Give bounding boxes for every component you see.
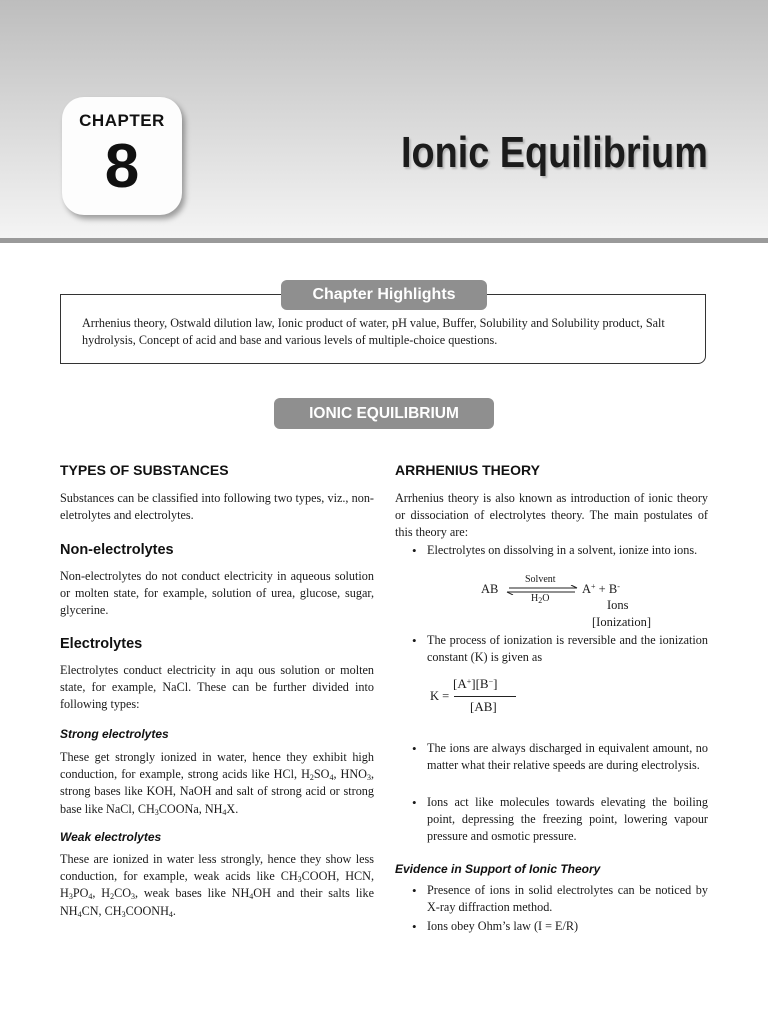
equation-solvent: Solvent (525, 574, 556, 585)
bullet-xray: • Presence of ions in solid electrolytes can be noticed by X-ray diffraction method. (409, 882, 708, 916)
bullet-ionize: • Electrolytes on dissolving in a solvent, ionize into ions. (409, 542, 708, 559)
chapter-badge (62, 97, 182, 215)
chapter-title: Ionic Equilibrium (401, 128, 708, 177)
equation-rhs: A+ + B- (582, 582, 620, 596)
k-numerator: [A+][B−] (453, 676, 498, 691)
bullet-reversible: • The process of ionization is reversible and the ionization constant (K) is given as (409, 632, 708, 666)
equation-lhs: AB (481, 582, 499, 596)
bullet-ohm: • Ions obey Ohm’s law (I = E/R) (409, 918, 708, 935)
types-heading: TYPES OF SUBSTANCES (60, 462, 229, 478)
k-lhs: K = (430, 689, 450, 703)
chapter-number: 8 (104, 132, 140, 201)
nonelectrolytes-heading: Non-electrolytes (60, 542, 174, 558)
bullet-equivalent: • The ions are always discharged in equivalent amount, no matter what their relative speeds are during electrolysis. (409, 740, 708, 774)
equation-ions-label: Ions (607, 598, 629, 612)
highlights-text: Arrhenius theory, Ostwald dilution law, Ionic product of water, pH value, Buffer, Solubility and Solubility product, Salt hydrolysis, Concept of acid and base and various levels of multiple-choice questions. (82, 316, 665, 347)
bullet-colligative: • Ions act like molecules towards elevating the boiling point, depressing the freezing point, lowering vapour pressure and osmotic pressure. (409, 794, 708, 846)
nonelectrolytes-text: Non-electrolytes do not conduct electricity in aqueous solution or molten state, for example, solution of urea, glucose, sugar, glycerine. (60, 569, 374, 618)
k-denominator: [AB] (470, 699, 497, 714)
header-rule (0, 238, 768, 243)
types-text: Substances can be classified into following two types, viz., non-eletrolytes and electrolytes. (60, 491, 374, 523)
arrhenius-text: Arrhenius theory is also known as introduction of ionic theory or dissociation of electrolytes theory. The main postulates of this theory are: (395, 491, 708, 540)
weak-electrolytes-heading: Weak electrolytes (60, 830, 162, 844)
k-fraction-bar (454, 696, 516, 697)
arrhenius-heading: ARRHENIUS THEORY (395, 462, 540, 478)
weak-electrolytes-text: These are ionized in water less strongly, hence they show less conduction, for example, weak acids like $CH_3COOH$, HCN, $H_3PO_4$, $H_2CO_3$, weak bases like $NH_4OH$ and their salts like $NH_4CN$, $CH_3COONH_4$. (60, 852, 375, 919)
electrolytes-heading: Electrolytes (60, 636, 143, 652)
strong-electrolytes-text: These get strongly ionized in water, hence they exhibit high conduction, for example, strong acids like HCl, $H_2SO_4$, $HNO_3$, strong bases like KOH, NaOH and salt of strong acid or strong base like NaCl, $CH_3COONa$, $NH_4X$. (60, 750, 374, 817)
equation-ionization-label: [Ionization] (592, 615, 652, 629)
equation-water: $H_2O$ (531, 593, 550, 605)
evidence-heading: Evidence in Support of Ionic Theory (395, 862, 601, 876)
electrolytes-text: Electrolytes conduct electricity in aqu ous solution or molten state, for example, NaCl. These can be further divided into following types: (60, 663, 374, 712)
highlights-tag: Chapter Highlights (281, 280, 487, 310)
section-tag: IONIC EQUILIBRIUM (274, 398, 494, 429)
chapter-label: CHAPTER (79, 111, 165, 130)
strong-electrolytes-heading: Strong electrolytes (60, 727, 169, 741)
